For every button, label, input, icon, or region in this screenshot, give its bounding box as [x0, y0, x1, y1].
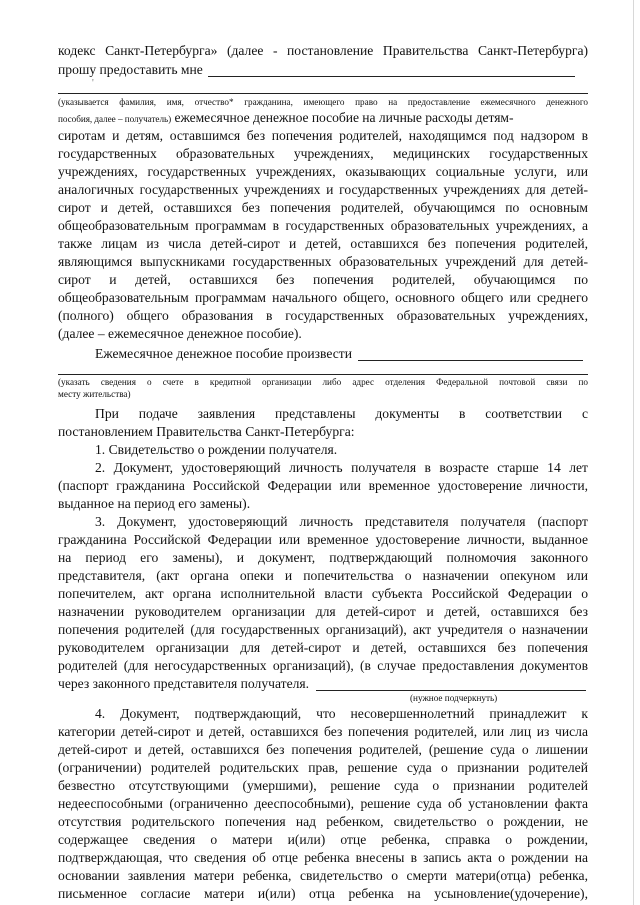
text-line: постановлением Правительства Санкт-Петербурга:	[58, 424, 355, 439]
text-line: (паспорт гражданина Российской Федерации или временное удостоверение личности,	[58, 478, 588, 493]
recipient-name-rule	[58, 93, 588, 94]
text-line: кодекс Санкт-Петербурга» (далее - постановление Правительства Санкт-Петербурга)	[58, 43, 588, 58]
text-line: являющимся выпускниками государственных образовательных учреждений для детей-	[58, 254, 588, 269]
text-line: руководителем организации для детей-сирот и детей, оставшихся без попечения	[58, 640, 588, 655]
text-line: недееспособными (ограниченно дееспособными), решение суда об установлении факта	[58, 796, 588, 811]
text-line: общеобразовательным программам в государственных образовательных учреждениях, а	[58, 218, 588, 233]
text-line: (ограничении) родителей родительских прав, решение суда о признании родителей	[58, 760, 588, 775]
doc-item-2: 2. Документ, удостоверяющий личность получателя в возрасте старше 14 лет	[95, 460, 588, 475]
recipient-name-blank	[208, 76, 575, 77]
text-line: сирот и детей, оставшихся без попечения родителей, обучающимся по	[58, 272, 588, 287]
doc-item-1: 1. Свидетельство о рождении получателя.	[95, 442, 338, 457]
text-line: родителей (для негосударственных организаций), (в случае предоставления документов	[58, 658, 588, 673]
text-line: (далее – ежемесячное денежное пособие).	[58, 326, 302, 341]
text-line: на период его замены), и документ, подтверждающий полномочия законного	[58, 550, 588, 565]
text-line: государственных образовательных учреждениях, медицинских государственных	[58, 146, 588, 161]
caption-continuation: пособия, далее – получатель)	[58, 114, 172, 124]
text-line: (полного) общего образования в государственных образовательных учреждениях,	[58, 308, 588, 323]
text-line: При подаче заявления представлены документы в соответствии с	[95, 406, 588, 421]
text-line: сиротам и детям, оставшимся без попечения родителей, находящимся под надзором в	[58, 128, 588, 143]
caption-line: месту жительства)	[58, 389, 131, 399]
text-line: детей-сирот и детей, оставшихся без попечения родителей, (решение суда о лишении	[58, 742, 588, 757]
caption-line: (указать сведения о счете в кредитной организации либо адрес отделения Федеральной почтовой связи по	[58, 377, 588, 387]
page-edge-shadow	[633, 0, 634, 905]
payment-details-blank	[358, 360, 583, 361]
payment-instruction: Ежемесячное денежное пособие произвести	[95, 346, 352, 361]
text-line: письменное согласие матери и(или) отца ребенка на усыновление(удочерение),	[58, 886, 588, 901]
scan-artifact: '	[92, 78, 94, 89]
text-line: назначении руководителем организации для детей-сирот и детей, оставшихся без	[58, 604, 588, 619]
text-line: учреждениях, государственных учреждениях, оказывающих социальные услуги, или	[58, 164, 588, 179]
doc-item-4: 4. Документ, подтверждающий, что несовершеннолетний принадлежит к	[95, 706, 588, 721]
text-line	[58, 109, 588, 128]
text-line: сирот и детей, оставшихся без попечения родителей, обучающимся по основным	[58, 200, 588, 215]
text-line: попечения родителей (для государственных организаций), акт учредителя о назначении	[58, 622, 588, 637]
text-line: безвестно отсутствующими (умершими), решение суда о признании родителей	[58, 778, 588, 793]
doc-item-3: 3. Документ, удостоверяющий личность представителя получателя (паспорт	[95, 514, 588, 529]
text-line: прошу предоставить мне	[58, 62, 203, 77]
payment-details-rule	[58, 374, 588, 375]
text-line: аналогичных государственных учреждениях и государственных учреждениях для детей-	[58, 182, 588, 197]
text-line: также лицам из числа детей-сирот и детей, оставшихся без попечения родителей,	[58, 236, 588, 251]
underline-choice-blank	[316, 690, 586, 691]
text-line: гражданина Российской Федерации или временное удостоверение личности, выданное	[58, 532, 588, 547]
text-line: выданное на период его замены).	[58, 496, 251, 511]
text-line: попечителем, акт органа исполнительной власти субъекта Российской Федерации о	[58, 586, 588, 601]
caption-line: (указывается фамилия, имя, отчество* гражданина, имеющего право на предоставление ежемесячного денежного	[58, 97, 588, 107]
text-line: содержащее сведения о матери и(или) отце ребенка, справка о рождении,	[58, 832, 588, 847]
text-line: отсутствия родительского попечения над ребенком, свидетельство о рождении, не	[58, 814, 588, 829]
text-line: общеобразовательным программам начального общего, основного общего или среднего	[58, 290, 588, 305]
text-line: подтверждающая, что сведения об отце ребенка внесены в запись акта о рождении на	[58, 850, 588, 865]
text-line: категории детей-сирот и детей, оставшихся без попечения родителей, или лиц из числа	[58, 724, 588, 739]
text-line: через законного представителя получателя.	[58, 676, 310, 691]
text-line: основании заявления матери ребенка, свидетельство о смерти матери(отца) ребенка,	[58, 868, 588, 883]
underline-note: (нужное подчеркнуть)	[410, 693, 498, 703]
text-line: представителя, (акт органа опеки и попечительства о назначении опекуном или	[58, 568, 588, 583]
text-continuation: ежемесячное денежное пособие на личные расходы детям-	[174, 110, 514, 125]
